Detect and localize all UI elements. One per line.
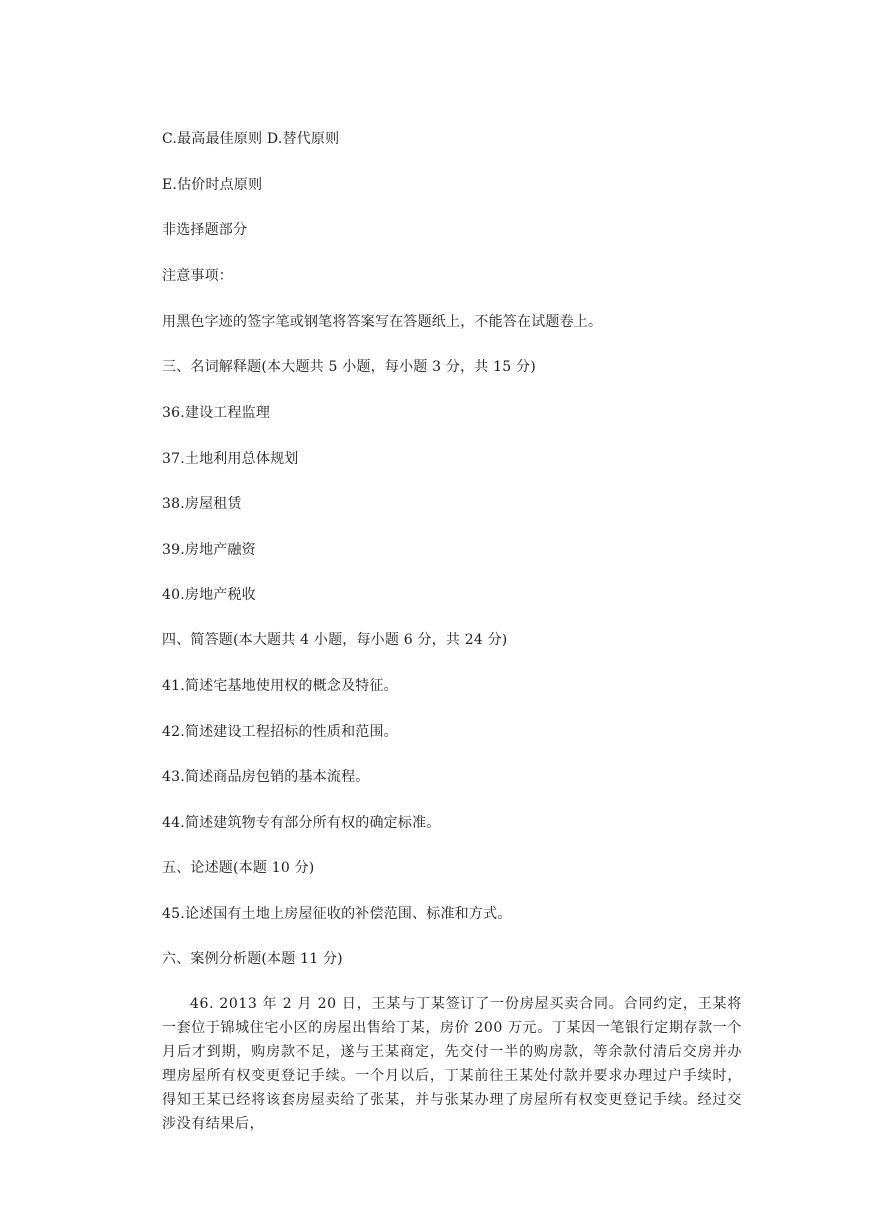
- question-46-paragraph: 46. 2013 年 2 月 20 日，王某与丁某签订了一份房屋买卖合同。合同约定，王某将一套位于锦城住宅小区的房屋出售给丁某，房价 200 万元。丁某因一笔银行定期存款一个月后才到期，购房款不足，遂与王某商定，先交付一半的购房款，等余款付清后交房并办理房屋所有权变更登记手续。一个月以后，丁某前往王某处付款并要求办理过户手续时，得知王某已经将该套房屋卖给了张某，并与张某办理了房屋所有权变更登记手续。经过交涉没有结果后，: [162, 996, 742, 1132]
- question-36: 36.建设工程监理: [162, 405, 271, 421]
- section-heading-short-answer: 四、简答题(本大题共 4 小题，每小题 6 分，共 24 分): [162, 632, 508, 648]
- question-40: 40.房地产税收: [162, 587, 256, 603]
- notice-text: 用黑色字迹的签字笔或钢笔将答案写在答题纸上，不能答在试题卷上。: [162, 314, 603, 330]
- question-44: 44.简述建筑物专有部分所有权的确定标准。: [162, 815, 441, 831]
- section-heading-case: 六、案例分析题(本题 11 分): [162, 951, 343, 967]
- section-heading-terms: 三、名词解释题(本大题共 5 小题，每小题 3 分，共 15 分): [162, 359, 536, 375]
- question-42: 42.简述建设工程招标的性质和范围。: [162, 724, 398, 740]
- question-43: 43.简述商品房包销的基本流程。: [162, 769, 370, 785]
- question-39: 39.房地产融资: [162, 542, 256, 558]
- section-heading-essay: 五、论述题(本题 10 分): [162, 860, 315, 876]
- notice-heading: 注意事项：: [162, 268, 233, 284]
- option-line-e: E.估价时点原则: [162, 177, 263, 193]
- question-41: 41.简述宅基地使用权的概念及特征。: [162, 678, 398, 694]
- option-line-c-d: C.最高最佳原则 D.替代原则: [162, 131, 340, 147]
- section-heading-non-choice: 非选择题部分: [162, 222, 248, 238]
- question-38: 38.房屋租赁: [162, 496, 242, 512]
- question-45: 45.论述国有土地上房屋征收的补偿范围、标准和方式。: [162, 906, 512, 922]
- question-37: 37.土地利用总体规划: [162, 451, 299, 467]
